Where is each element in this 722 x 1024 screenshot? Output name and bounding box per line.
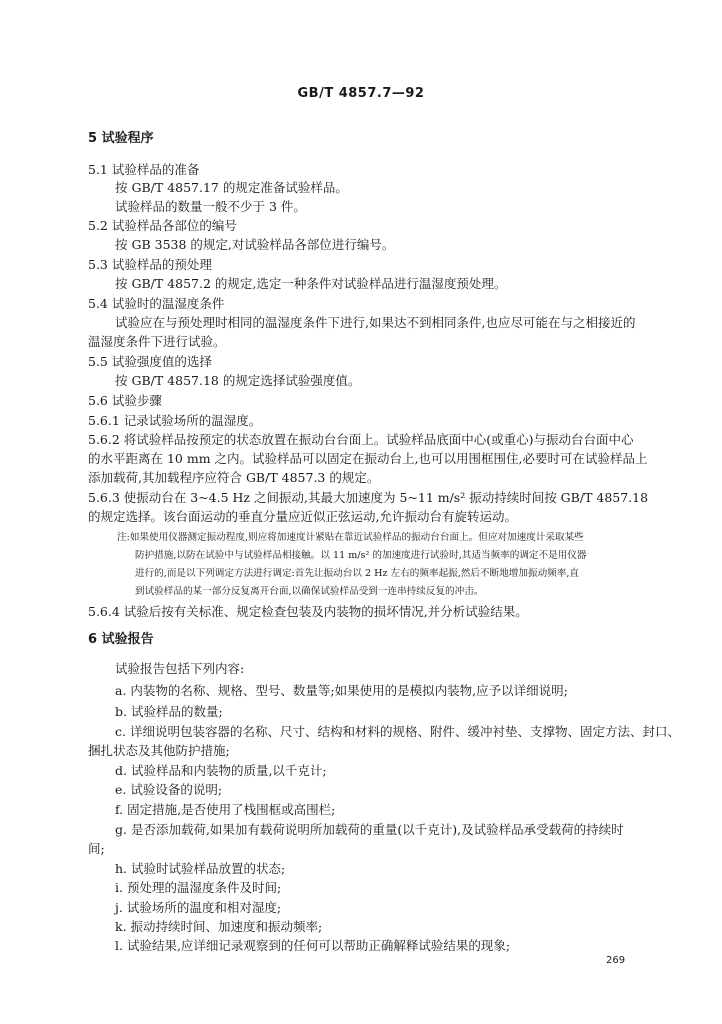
section-5-2-line-1: 按 GB 3538 的规定,对试验样品各部位进行编号。	[115, 237, 395, 252]
section-5-6-2-line-3: 添加载荷,其加载程序应符合 GB/T 4857.3 的规定。	[88, 470, 380, 485]
report-item-a: a. 内装物的名称、规格、型号、数量等;如果使用的是模拟内装物,应予以详细说明;	[115, 683, 568, 698]
section-5-4-title: 5.4 试验时的温湿度条件	[88, 296, 225, 311]
note-line-1: 注:如果使用仪器测定振动程度,则应将加速度计紧贴在靠近试验样品的振动台台面上。但应对加速度计采取某些	[117, 532, 584, 543]
report-item-g-line-2: 间;	[88, 841, 105, 856]
report-item-b: b. 试验样品的数量;	[115, 704, 223, 719]
report-item-c-line-1: c. 详细说明包装容器的名称、尺寸、结构和材料的规格、附件、缓冲衬垫、支撑物、固定方法、封口、	[115, 724, 680, 739]
section-5-4-line-2: 温湿度条件下进行试验。	[88, 334, 226, 349]
section-5-5-title: 5.5 试验强度值的选择	[88, 354, 212, 369]
section-5-4-line-1: 试验应在与预处理时相同的温湿度条件下进行,如果达不到相同条件,也应尽可能在与之相接近的	[115, 315, 636, 330]
note-line-4: 到试验样品的某一部分反复离开台面,以确保试验样品受到一连串持续反复的冲击。	[135, 586, 484, 597]
section-5-1-title: 5.1 试验样品的准备	[88, 162, 200, 177]
section-5-title: 5 试验程序	[88, 131, 154, 146]
report-item-d: d. 试验样品和内装物的质量,以千克计;	[115, 763, 327, 778]
report-item-k: k. 振动持续时间、加速度和振动频率;	[115, 919, 323, 934]
standard-code-header: GB/T 4857.7—92	[297, 86, 425, 101]
section-5-2-title: 5.2 试验样品各部位的编号	[88, 218, 237, 233]
report-item-g-line-1: g. 是否添加载荷,如果加有载荷说明所加载荷的重量(以千克计),及试验样品承受载荷的持续时	[115, 822, 624, 837]
section-5-6-2-line-2: 的水平距离在 10 mm 之内。试验样品可以固定在振动台上,也可以用围框围住,必要时可在试验样品上	[88, 451, 648, 466]
section-5-1-line-1: 按 GB/T 4857.17 的规定准备试验样品。	[115, 180, 348, 195]
section-5-6-4: 5.6.4 试验后按有关标准、规定检查包装及内装物的损坏情况,并分析试验结果。	[88, 604, 528, 619]
section-5-3-line-1: 按 GB/T 4857.2 的规定,选定一种条件对试验样品进行温湿度预处理。	[115, 276, 507, 291]
report-item-f: f. 固定措施,是否使用了栈围框或高围栏;	[115, 802, 336, 817]
section-5-6-2-line-1: 5.6.2 将试验样品按预定的状态放置在振动台台面上。试验样品底面中心(或重心)与振动台台面中心	[88, 432, 634, 447]
note-line-3: 进行的,而是以下列调定方法进行调定:首先让振动台以 2 Hz 左右的频率起振,然后不断地增加振动频率,直	[135, 568, 579, 579]
section-5-1-line-2: 试验样品的数量一般不少于 3 件。	[115, 199, 306, 214]
section-6-title: 6 试验报告	[88, 632, 154, 647]
section-5-6-title: 5.6 试验步骤	[88, 393, 162, 408]
report-item-c-line-2: 捆扎状态及其他防护措施;	[88, 743, 230, 758]
section-5-5-line-1: 按 GB/T 4857.18 的规定选择试验强度值。	[115, 373, 361, 388]
report-item-i: i. 预处理的温湿度条件及时间;	[115, 880, 282, 895]
report-item-e: e. 试验设备的说明;	[115, 782, 223, 797]
report-item-l: l. 试验结果,应详细记录观察到的任何可以帮助正确解释试验结果的现象;	[115, 938, 511, 953]
section-5-6-3-line-2: 的规定选择。该台面运动的垂直分量应近似正弦运动,允许振动台有旋转运动。	[88, 509, 517, 524]
section-5-6-1: 5.6.1 记录试验场所的温湿度。	[88, 413, 262, 428]
page-number: 269	[606, 955, 626, 966]
section-5-3-title: 5.3 试验样品的预处理	[88, 257, 212, 272]
report-intro: 试验报告包括下列内容:	[115, 661, 245, 676]
section-5-6-3-line-1: 5.6.3 使振动台在 3~4.5 Hz 之间振动,其最大加速度为 5~11 m/s² 振动持续时间按 GB/T 4857.18	[88, 490, 649, 505]
report-item-j: j. 试验场所的温度和相对湿度;	[115, 900, 282, 915]
report-item-h: h. 试验时试验样品放置的状态;	[115, 861, 286, 876]
note-line-2: 防护措施,以防在试验中与试验样品相接触。以 11 m/s² 的加速度进行试验时,其适当频率的调定不是用仪器	[135, 550, 587, 561]
